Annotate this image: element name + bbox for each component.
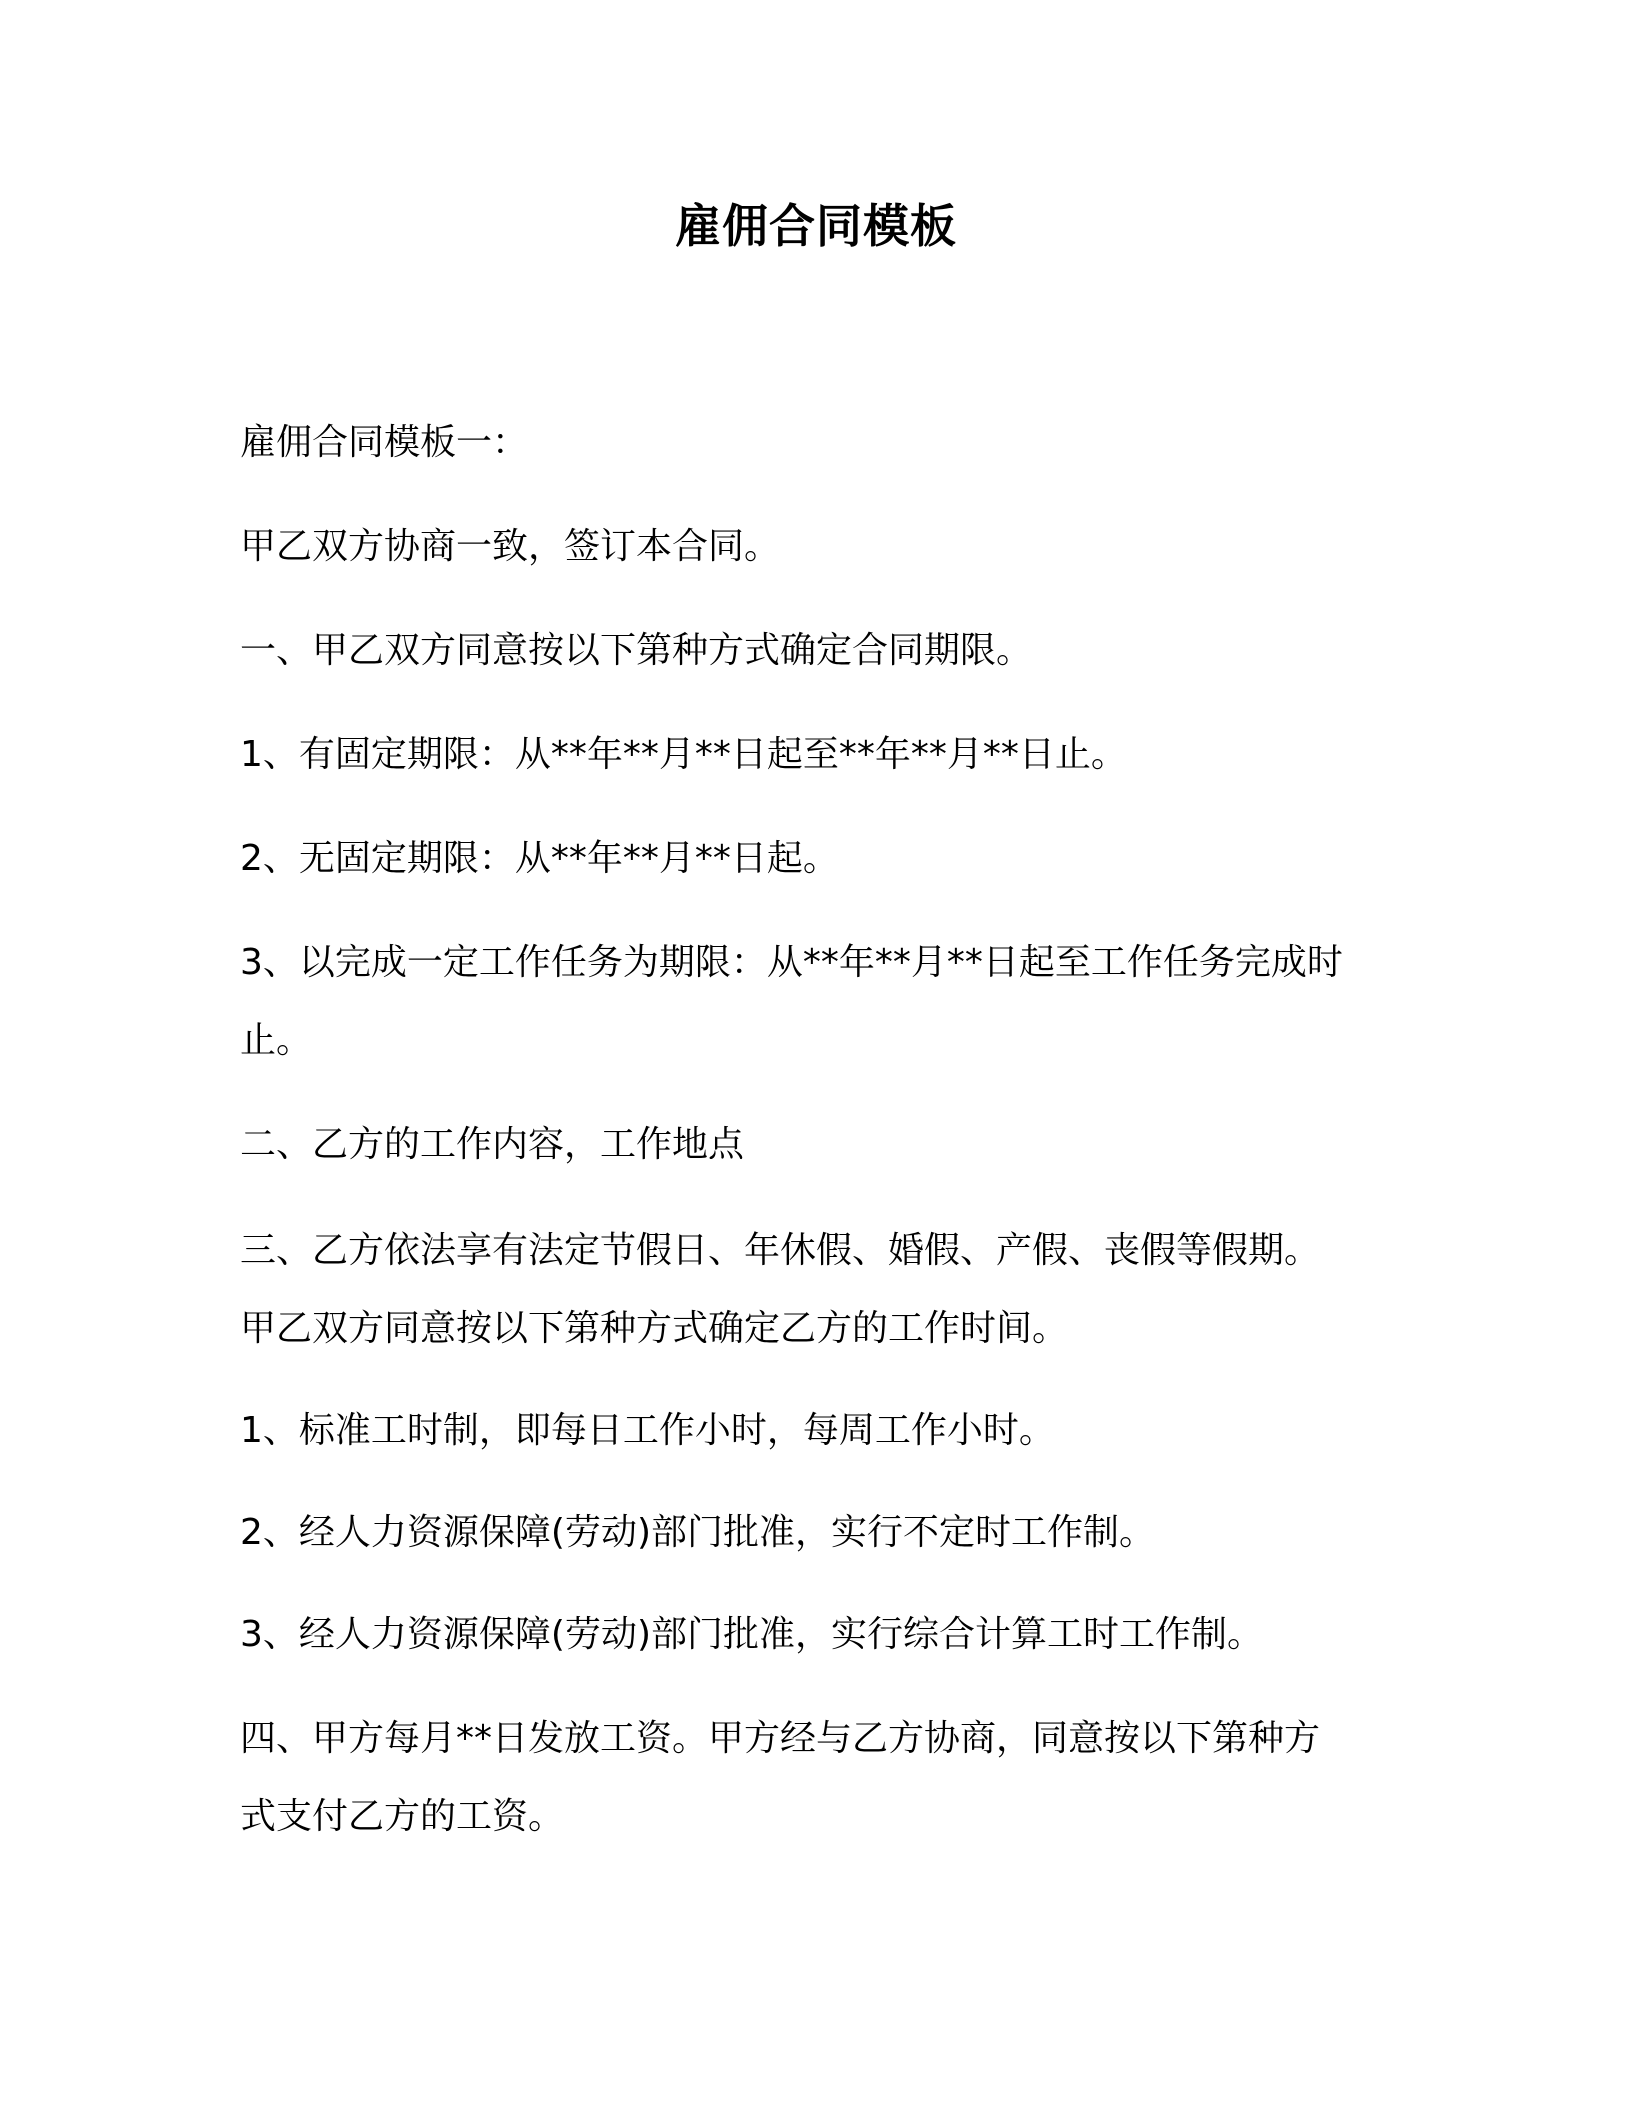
paragraph-line: 四、甲方每月**日发放工资。甲方经与乙方协商，同意按以下第种方 <box>240 1718 1321 1759</box>
clause-1-contract-term <box>240 612 1380 690</box>
paragraph-line: 3、以完成一定工作任务为期限：从**年**月**日起至工作任务完成时 <box>240 942 1343 983</box>
clause-1-item-2 <box>240 820 1380 898</box>
clause-1-item-3 <box>240 924 1380 1080</box>
paragraph-line: 止。 <box>240 1020 313 1061</box>
paragraph-line: 2、无固定期限：从**年**月**日起。 <box>240 838 839 879</box>
document-title: 雇佣合同模板 <box>675 199 957 253</box>
section-heading-template-one <box>240 404 1380 482</box>
clause-3-item-1 <box>240 1392 1380 1470</box>
paragraph-line: 雇佣合同模板一： <box>240 422 529 463</box>
paragraph-line: 1、标准工时制，即每日工作小时，每周工作小时。 <box>240 1410 1055 1451</box>
paragraph-line: 1、有固定期限：从**年**月**日起至**年**月**日止。 <box>240 734 1127 775</box>
paragraph-line: 二、乙方的工作内容，工作地点 <box>240 1124 745 1165</box>
paragraph-line: 2、经人力资源保障(劳动)部门批准，实行不定时工作制。 <box>240 1512 1155 1553</box>
clause-1-item-1 <box>240 716 1380 794</box>
clause-3-holidays <box>240 1212 1380 1368</box>
paragraph-line: 甲乙双方协商一致，签订本合同。 <box>240 526 781 567</box>
clause-2-work-content <box>240 1106 1380 1184</box>
paragraph-agreement <box>240 508 1380 586</box>
paragraph-line: 式支付乙方的工资。 <box>240 1796 565 1837</box>
paragraph-line: 一、甲乙双方同意按以下第种方式确定合同期限。 <box>240 630 1033 671</box>
clause-3-item-3 <box>240 1596 1380 1674</box>
paragraph-line: 三、乙方依法享有法定节假日、年休假、婚假、产假、丧假等假期。 <box>240 1230 1321 1271</box>
paragraph-line: 3、经人力资源保障(劳动)部门批准，实行综合计算工时工作制。 <box>240 1614 1263 1655</box>
clause-4-wages <box>240 1700 1380 1856</box>
clause-3-item-2 <box>240 1494 1380 1572</box>
paragraph-line: 甲乙双方同意按以下第种方式确定乙方的工作时间。 <box>240 1308 1069 1349</box>
